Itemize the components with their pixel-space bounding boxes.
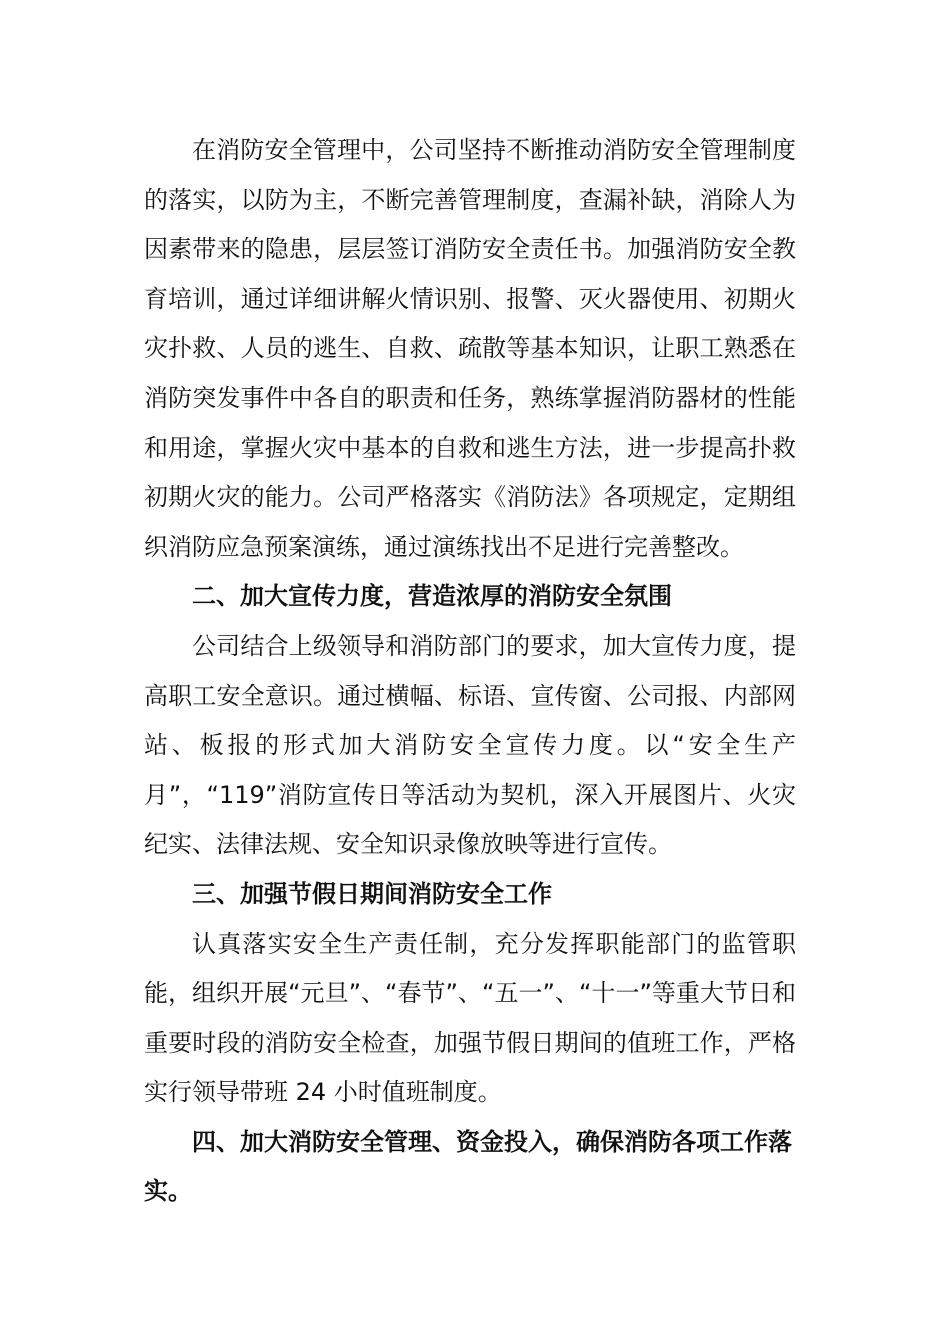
heading-funding: 四、加大消防安全管理、资金投入，确保消防各项工作落实。 [144,1127,792,1206]
heading-holiday-safety: 三、加强节假日期间消防安全工作 [192,879,552,908]
paragraph-holiday-safety: 认真落实安全生产责任制，充分发挥职能部门的监管职能，组织开展“元旦”、“春节”、“五一”、“十一”等重大节日和重要时段的消防安全检查，加强节假日期间的值班工作，严格实行领导带班 24 小时值班制度。 [144,929,796,1107]
heading-publicity: 二、加大宣传力度，营造浓厚的消防安全氛围 [192,582,672,611]
document-page [144,126,796,1217]
paragraph-fire-safety-management: 在消防安全管理中，公司坚持不断推动消防安全管理制度的落实，以防为主，不断完善管理制度，查漏补缺，消除人为因素带来的隐患，层层签订消防安全责任书。加强消防安全教育培训，通过详细讲解火情识别、报警、灭火器使用、初期火灾扑救、人员的逃生、自救、疏散等基本知识，让职工熟悉在消防突发事件中各自的职责和任务，熟练掌握消防器材的性能和用途，掌握火灾中基本的自救和逃生方法，进一步提高扑救初期火灾的能力。公司严格落实《消防法》各项规定，定期组织消防应急预案演练，通过演练找出不足进行完善整改。 [144,136,796,561]
paragraph-publicity: 公司结合上级领导和消防部门的要求，加大宣传力度，提高职工安全意识。通过横幅、标语、宣传窗、公司报、内部网站、板报的形式加大消防安全宣传力度。以“安全生产月”，“119”消防宣传日等活动为契机，深入开展图片、火灾纪实、法律法规、安全知识录像放映等进行宣传。 [144,631,796,859]
